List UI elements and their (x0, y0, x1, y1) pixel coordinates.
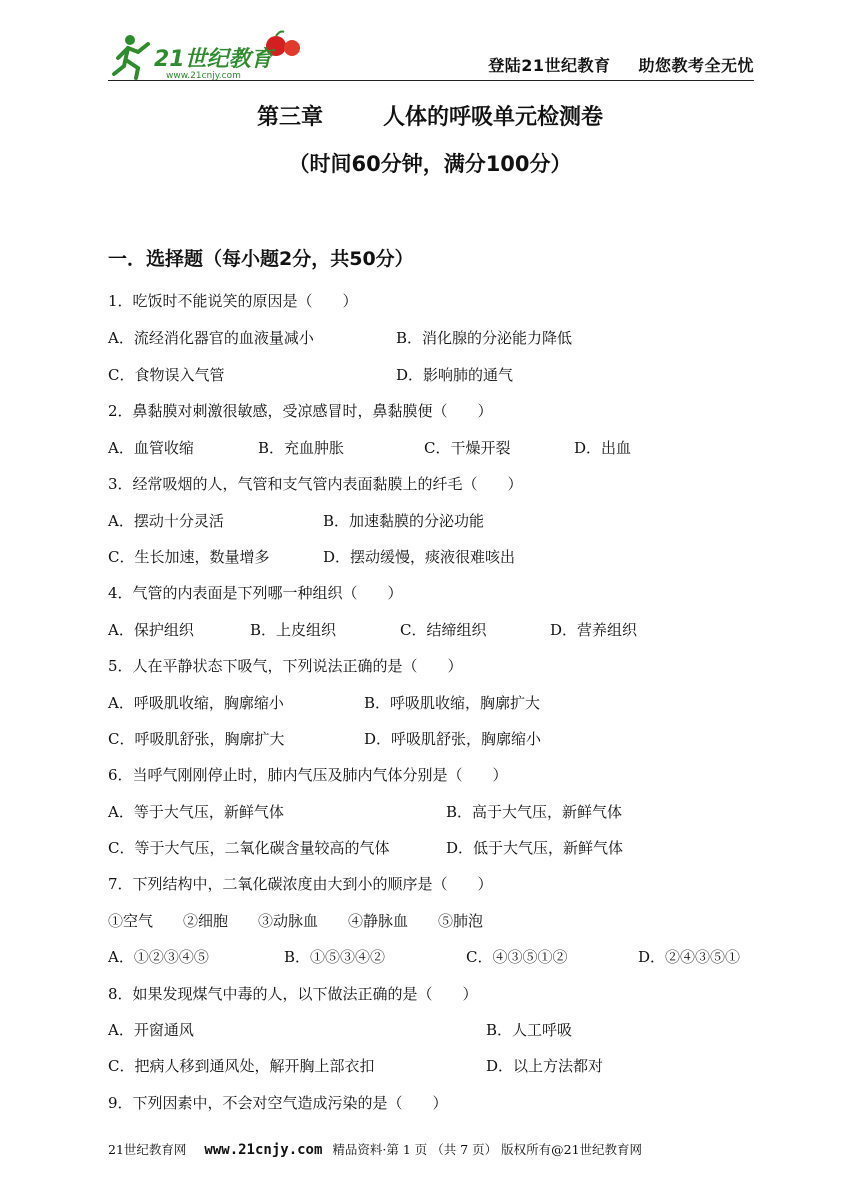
footer-page-info: 精品资料·第 1 页 （共 7 页） 版权所有@21世纪教育网 (332, 1142, 643, 1157)
option-d: D．低于大气压，新鲜气体 (446, 839, 624, 857)
option-b: B．加速黏膜的分泌功能 (323, 512, 485, 530)
question-stem: 4．气管的内表面是下列哪一种组织（ ） (108, 584, 403, 602)
footer-url: www.21cnjy.com (204, 1142, 323, 1158)
option-c: C．结缔组织 (400, 621, 487, 639)
option-a: A．等于大气压，新鲜气体 (108, 803, 284, 821)
option-d: D．出血 (574, 439, 632, 457)
option-c: C．干燥开裂 (424, 439, 511, 457)
option-d: D．营养组织 (550, 621, 638, 639)
question-stem: 6．当呼气刚刚停止时，肺内气压及肺内气体分别是（ ） (108, 766, 508, 784)
option-c: C．生长加速，数量增多 (108, 548, 270, 566)
option-d: D．以上方法都对 (486, 1057, 604, 1075)
option-b: B．①⑤③④② (284, 948, 386, 966)
section-heading: 一．选择题（每小题2分，共50分） (108, 248, 414, 270)
question-stem: 3．经常吸烟的人，气管和支气管内表面黏膜上的纤毛（ ） (108, 475, 523, 493)
question-stem: 8．如果发现煤气中毒的人，以下做法正确的是（ ） (108, 985, 478, 1003)
header-slogan (488, 53, 754, 76)
option-a: A．保护组织 (108, 621, 194, 639)
option-a: A．开窗通风 (108, 1021, 194, 1039)
option-b: B．上皮组织 (250, 621, 337, 639)
option-d: D．影响肺的通气 (396, 366, 514, 384)
option-c: C．把病人移到通风处，解开胸上部衣扣 (108, 1057, 375, 1075)
footer-site: 21世纪教育网 (108, 1142, 187, 1157)
option-a: A．流经消化器官的血液量减小 (108, 329, 314, 347)
question-stem: 9．下列因素中，不会对空气造成污染的是（ ） (108, 1094, 448, 1112)
page-footer (108, 1140, 642, 1158)
option-b: B．充血肿胀 (258, 439, 345, 457)
option-b: B．人工呼吸 (486, 1021, 573, 1039)
site-logo (108, 28, 308, 80)
slogan-left: 登陆21世纪教育 (488, 56, 611, 75)
question-items: ①空气 ②细胞 ③动脉血 ④静脉血 ⑤肺泡 (108, 912, 484, 930)
question-stem: 2．鼻黏膜对刺激很敏感，受凉感冒时，鼻黏膜便（ ） (108, 402, 493, 420)
option-a: A．血管收缩 (108, 439, 194, 457)
option-d: D．呼吸肌舒张，胸廓缩小 (364, 730, 542, 748)
logo-url: www.21cnjy.com (166, 71, 241, 80)
chapter-name: 人体的呼吸单元检测卷 (383, 105, 604, 130)
page-subtitle: （时间60分钟，满分100分） (288, 152, 572, 176)
page-header (108, 28, 754, 81)
question-stem: 1．吃饭时不能说笑的原因是（ ） (108, 292, 358, 310)
option-d: D．摆动缓慢，痰液很难咳出 (323, 548, 516, 566)
logo-text: 21世纪教育 (154, 47, 273, 72)
chapter-label: 第三章 (256, 105, 323, 130)
option-c: C．食物误入气管 (108, 366, 225, 384)
option-b: B．高于大气压，新鲜气体 (446, 803, 623, 821)
option-c: C．等于大气压，二氧化碳含量较高的气体 (108, 839, 390, 857)
option-a: A．呼吸肌收缩，胸廓缩小 (108, 694, 284, 712)
option-a: A．摆动十分灵活 (108, 512, 224, 530)
slogan-right: 助您教考全无忧 (638, 56, 754, 75)
question-stem: 5．人在平静状态下吸气，下列说法正确的是（ ） (108, 657, 463, 675)
question-stem: 7．下列结构中，二氧化碳浓度由大到小的顺序是（ ） (108, 875, 493, 893)
option-a: A．①②③④⑤ (108, 948, 209, 966)
option-d: D．②④③⑤① (638, 948, 741, 966)
option-c: C．④③⑤①② (466, 948, 568, 966)
option-c: C．呼吸肌舒张，胸廓扩大 (108, 730, 285, 748)
page-title (0, 100, 860, 131)
option-b: B．呼吸肌收缩，胸廓扩大 (364, 694, 541, 712)
option-b: B．消化腺的分泌能力降低 (396, 329, 573, 347)
